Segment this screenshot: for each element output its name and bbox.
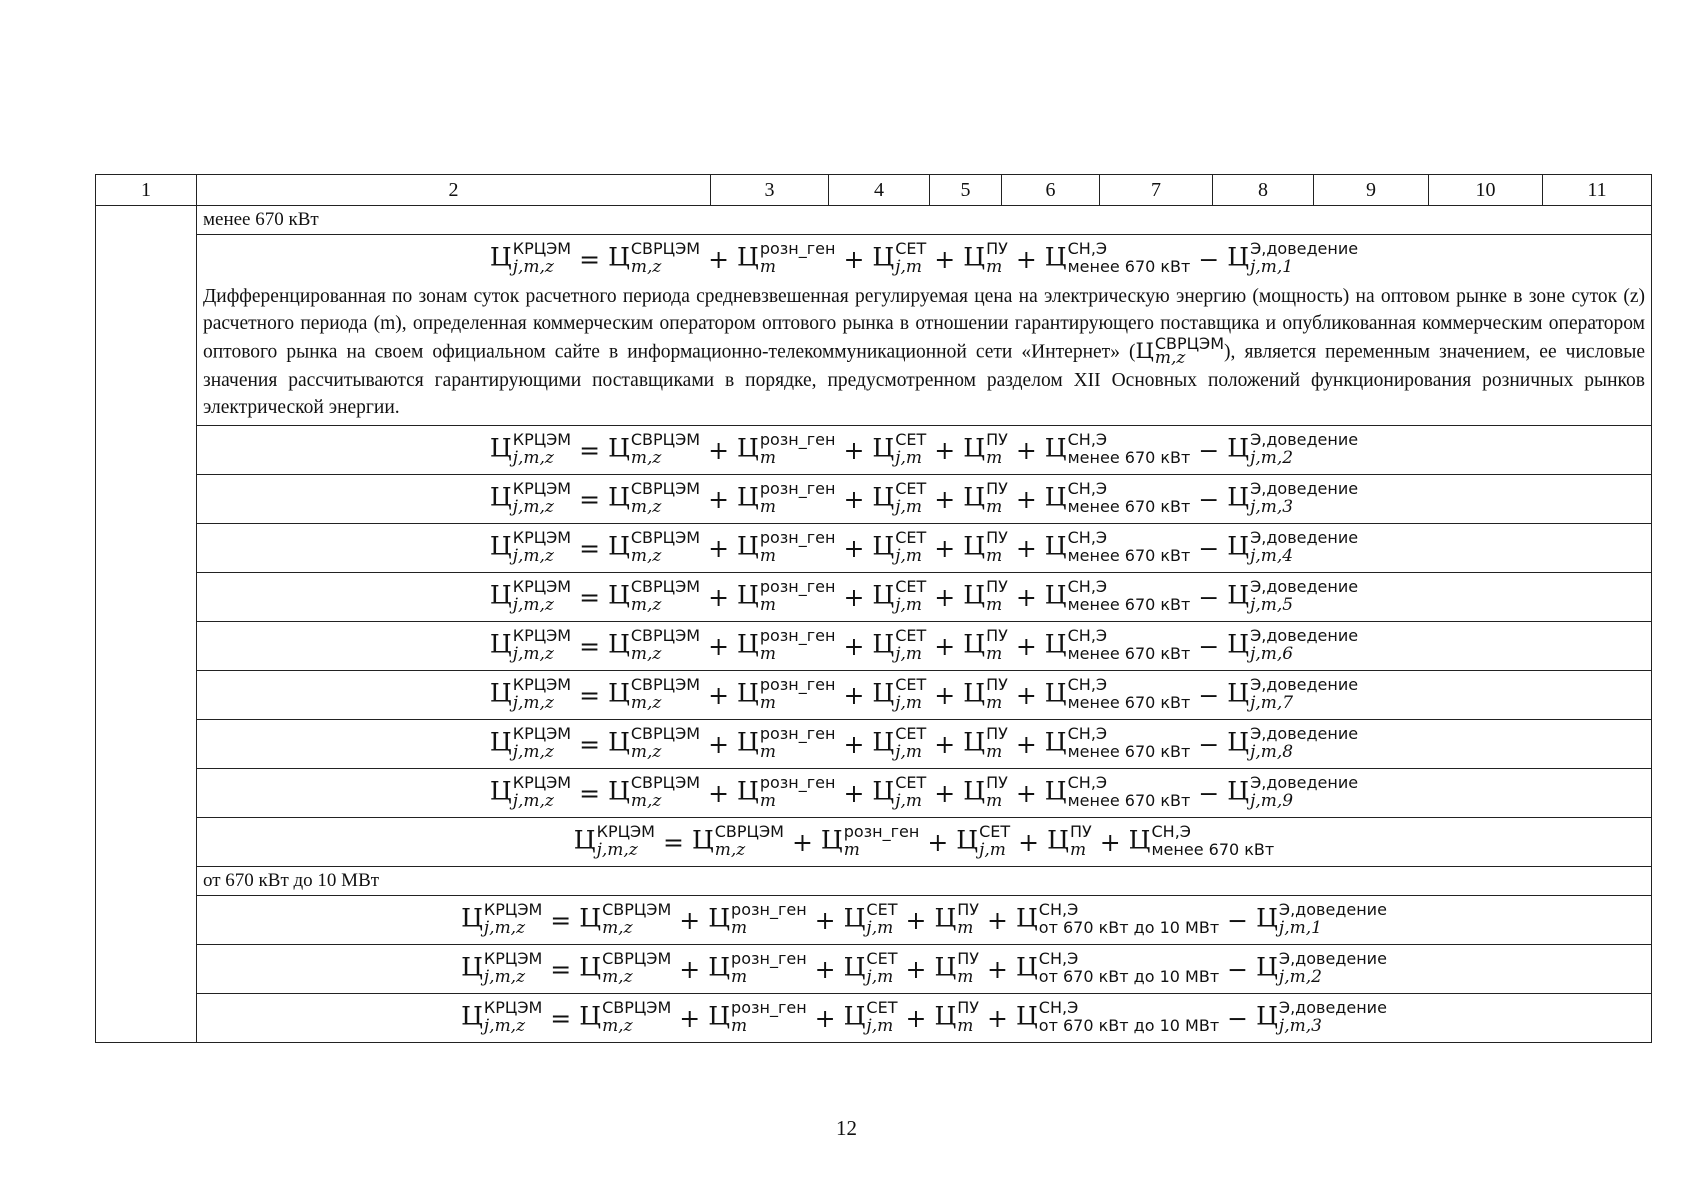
krcem-price-term: Ц КРЦЭМ j,m,z: [489, 675, 572, 713]
price-formula: Ц КРЦЭМ j,m,z = Ц СВРЦЭМ m,z + Ц розн_ген m + Ц СЕТ j,m + Ц ПУ m + Ц СН,Э менее 670 кВт − Ц Э,доведение j,m,7: [489, 675, 1359, 713]
krcem-price-term: Ц КРЦЭМ j,m,z: [461, 949, 543, 987]
column-number: 11: [1543, 175, 1652, 206]
dovedenie-term: Ц Э,доведение j,m,1: [1227, 239, 1359, 277]
pu-term: Ц ПУ m: [934, 949, 980, 987]
pu-term: Ц ПУ m: [963, 626, 1008, 664]
price-formula: Ц КРЦЭМ j,m,z = Ц СВРЦЭМ m,z + Ц розн_ген m + Ц СЕТ j,m + Ц ПУ m + Ц СН,Э от 670 кВт до 10 МВт − Ц Э,доведение j,m,2: [461, 949, 1387, 987]
network-term: Ц СЕТ j,m: [872, 430, 927, 468]
svrcem-price-term: Ц СВРЦЭМ m,z: [608, 626, 701, 664]
svrcem-price-term: Ц СВРЦЭМ m,z: [608, 773, 701, 811]
network-term: Ц СЕТ j,m: [872, 675, 927, 713]
svrcem-price-term: Ц СВРЦЭМ m,z: [579, 998, 672, 1036]
price-formula: Ц КРЦЭМ j,m,z = Ц СВРЦЭМ m,z + Ц розн_ген m + Ц СЕТ j,m + Ц ПУ m + Ц СН,Э менее 670 кВт − Ц Э,доведение j,m,4: [489, 528, 1359, 566]
rozn-gen-term: Ц розн_ген m: [737, 626, 836, 664]
sales-markup-term: Ц СН,Э менее 670 кВт: [1044, 430, 1191, 467]
formula-cell: [197, 720, 1652, 769]
pu-term: Ц ПУ m: [963, 239, 1008, 277]
dovedenie-term: Ц Э,доведение j,m,1: [1256, 900, 1387, 938]
krcem-price-term: Ц КРЦЭМ j,m,z: [489, 773, 572, 811]
column-number: 5: [930, 175, 1002, 206]
formula-row: [96, 524, 1652, 573]
formula-row: [96, 818, 1652, 867]
page-number: 12: [836, 1116, 857, 1140]
svrcem-price-term: Ц СВРЦЭМ m,z: [608, 724, 701, 762]
pu-term: Ц ПУ m: [963, 773, 1008, 811]
network-term: Ц СЕТ j,m: [872, 724, 927, 762]
dovedenie-term: Ц Э,доведение j,m,6: [1227, 626, 1359, 664]
formula-row: [96, 426, 1652, 475]
svrcem-price-term: Ц СВРЦЭМ m,z: [608, 675, 701, 713]
network-term: Ц СЕТ j,m: [956, 822, 1011, 860]
sales-markup-term: Ц СН,Э менее 670 кВт: [1044, 528, 1191, 565]
svrcem-inline-symbol: Ц СВРЦЭМ m,z: [1135, 334, 1225, 368]
column-number: 9: [1314, 175, 1429, 206]
sales-markup-term: Ц СН,Э менее 670 кВт: [1044, 675, 1191, 712]
sales-markup-term: Ц СН,Э менее 670 кВт: [1044, 626, 1191, 663]
dovedenie-term: Ц Э,доведение j,m,4: [1227, 528, 1359, 566]
formula-cell: [197, 426, 1652, 475]
price-formula: Ц КРЦЭМ j,m,z = Ц СВРЦЭМ m,z + Ц розн_ген m + Ц СЕТ j,m + Ц ПУ m + Ц СН,Э от 670 кВт до 10 МВт − Ц Э,доведение j,m,1: [461, 900, 1387, 938]
sales-markup-term: Ц СН,Э менее 670 кВт: [1044, 577, 1191, 614]
rozn-gen-term: Ц розн_ген m: [708, 900, 807, 938]
formula-cell: [197, 622, 1652, 671]
column-number: 7: [1100, 175, 1213, 206]
sales-markup-term: Ц СН,Э менее 670 кВт: [1044, 239, 1191, 276]
formula-row: [96, 994, 1652, 1043]
krcem-price-term: Ц КРЦЭМ j,m,z: [461, 998, 543, 1036]
pu-term: Ц ПУ m: [934, 998, 980, 1036]
dovedenie-term: Ц Э,доведение j,m,3: [1256, 998, 1387, 1036]
sales-markup-term: Ц СН,Э менее 670 кВт: [1128, 822, 1275, 859]
price-formula: Ц КРЦЭМ j,m,z = Ц СВРЦЭМ m,z + Ц розн_ген m + Ц СЕТ j,m + Ц ПУ m + Ц СН,Э менее 670 кВт − Ц Э,доведение j,m,6: [489, 626, 1359, 664]
krcem-price-term: Ц КРЦЭМ j,m,z: [489, 577, 572, 615]
dovedenie-term: Ц Э,доведение j,m,8: [1227, 724, 1359, 762]
svrcem-price-term: Ц СВРЦЭМ m,z: [608, 239, 701, 277]
network-term: Ц СЕТ j,m: [872, 773, 927, 811]
sales-markup-term: Ц СН,Э менее 670 кВт: [1044, 773, 1191, 810]
price-formula: Ц КРЦЭМ j,m,z = Ц СВРЦЭМ m,z + Ц розн_ген m + Ц СЕТ j,m + Ц ПУ m + Ц СН,Э менее 670 кВт − Ц Э,доведение j,m,3: [489, 479, 1359, 517]
formula-row: [96, 622, 1652, 671]
krcem-price-term: Ц КРЦЭМ j,m,z: [489, 239, 572, 277]
pu-term: Ц ПУ m: [963, 577, 1008, 615]
pu-term: Ц ПУ m: [963, 479, 1008, 517]
column-number: 8: [1213, 175, 1314, 206]
svrcem-price-term: Ц СВРЦЭМ m,z: [608, 577, 701, 615]
formula-cell: [197, 524, 1652, 573]
svrcem-price-term: Ц СВРЦЭМ m,z: [579, 949, 672, 987]
dovedenie-term: Ц Э,доведение j,m,7: [1227, 675, 1359, 713]
column-number: 2: [197, 175, 711, 206]
formula-cell: [197, 671, 1652, 720]
network-term: Ц СЕТ j,m: [843, 998, 898, 1036]
rozn-gen-term: Ц розн_ген m: [708, 998, 807, 1036]
pu-term: Ц ПУ m: [963, 724, 1008, 762]
dovedenie-term: Ц Э,доведение j,m,2: [1227, 430, 1359, 468]
formula-row: [96, 945, 1652, 994]
network-term: Ц СЕТ j,m: [872, 626, 927, 664]
network-term: Ц СЕТ j,m: [872, 479, 927, 517]
sales-markup-term: Ц СН,Э от 670 кВт до 10 МВт: [1015, 998, 1220, 1035]
formula-with-description: [197, 235, 1652, 426]
rozn-gen-term: Ц розн_ген m: [737, 773, 836, 811]
rozn-gen-term: Ц розн_ген m: [820, 822, 920, 860]
formula-cell: [197, 769, 1652, 818]
krcem-price-term: Ц КРЦЭМ j,m,z: [573, 822, 655, 860]
formula-cell: [197, 945, 1652, 994]
tariff-table: [95, 174, 1652, 1043]
dovedenie-term: Ц Э,доведение j,m,9: [1227, 773, 1359, 811]
sales-markup-term: Ц СН,Э от 670 кВт до 10 МВт: [1015, 900, 1220, 937]
section-label-row: [96, 206, 1652, 235]
price-formula: Ц КРЦЭМ j,m,z = Ц СВРЦЭМ m,z + Ц розн_ген m + Ц СЕТ j,m + Ц ПУ m + Ц СН,Э менее 670 кВт − Ц Э,доведение j,m,9: [489, 773, 1359, 811]
formula-row: [96, 573, 1652, 622]
column-number: 4: [829, 175, 930, 206]
price-formula: Ц КРЦЭМ j,m,z = Ц СВРЦЭМ m,z + Ц розн_ген m + Ц СЕТ j,m + Ц ПУ m + Ц СН,Э менее 670 кВт − Ц Э,доведение j,m,8: [489, 724, 1359, 762]
column-1-cell: [96, 206, 197, 1043]
formula-row: [96, 720, 1652, 769]
rozn-gen-term: Ц розн_ген m: [737, 430, 836, 468]
network-term: Ц СЕТ j,m: [843, 949, 898, 987]
network-term: Ц СЕТ j,m: [872, 528, 927, 566]
krcem-price-term: Ц КРЦЭМ j,m,z: [489, 479, 572, 517]
sales-markup-term: Ц СН,Э менее 670 кВт: [1044, 479, 1191, 516]
krcem-price-term: Ц КРЦЭМ j,m,z: [489, 724, 572, 762]
formula-cell: [197, 896, 1652, 945]
column-number: 3: [711, 175, 829, 206]
column-number: 1: [96, 175, 197, 206]
sales-markup-term: Ц СН,Э менее 670 кВт: [1044, 724, 1191, 761]
rozn-gen-term: Ц розн_ген m: [737, 239, 836, 277]
rozn-gen-term: Ц розн_ген m: [737, 577, 836, 615]
pu-term: Ц ПУ m: [963, 675, 1008, 713]
svrcem-price-term: Ц СВРЦЭМ m,z: [608, 479, 701, 517]
section-label: менее 670 кВт: [197, 206, 1652, 235]
pu-term: Ц ПУ m: [934, 900, 980, 938]
svrcem-price-term: Ц СВРЦЭМ m,z: [608, 528, 701, 566]
price-formula: Ц КРЦЭМ j,m,z = Ц СВРЦЭМ m,z + Ц розн_ген m + Ц СЕТ j,m + Ц ПУ m + Ц СН,Э менее 670 кВт − Ц Э,доведение j,m,2: [489, 430, 1359, 468]
column-number: 10: [1429, 175, 1543, 206]
rozn-gen-term: Ц розн_ген m: [737, 479, 836, 517]
krcem-price-term: Ц КРЦЭМ j,m,z: [489, 430, 572, 468]
krcem-price-term: Ц КРЦЭМ j,m,z: [489, 528, 572, 566]
formula-row: [96, 769, 1652, 818]
price-formula: Ц КРЦЭМ j,m,z = Ц СВРЦЭМ m,z + Ц розн_ген m + Ц СЕТ j,m + Ц ПУ m + Ц СН,Э от 670 кВт до 10 МВт − Ц Э,доведение j,m,3: [461, 998, 1387, 1036]
price-formula: Ц КРЦЭМ j,m,z = Ц СВРЦЭМ m,z + Ц розн_ген m + Ц СЕТ j,m + Ц ПУ m + Ц СН,Э менее 670 кВт − Ц Э,доведение j,m,1: [489, 239, 1359, 277]
formula-cell: [197, 818, 1652, 867]
rozn-gen-term: Ц розн_ген m: [737, 675, 836, 713]
pu-term: Ц ПУ m: [1047, 822, 1092, 860]
section-label-row: [96, 867, 1652, 896]
krcem-price-term: Ц КРЦЭМ j,m,z: [461, 900, 543, 938]
rozn-gen-term: Ц розн_ген m: [708, 949, 807, 987]
dovedenie-term: Ц Э,доведение j,m,3: [1227, 479, 1359, 517]
formula-row: [96, 235, 1652, 426]
network-term: Ц СЕТ j,m: [843, 900, 898, 938]
column-number: 6: [1002, 175, 1100, 206]
section-label: от 670 кВт до 10 МВт: [197, 867, 1652, 896]
formula-cell: [197, 475, 1652, 524]
svrcem-price-term: Ц СВРЦЭМ m,z: [691, 822, 784, 860]
svrcem-price-term: Ц СВРЦЭМ m,z: [608, 430, 701, 468]
formula-row: [96, 671, 1652, 720]
network-term: Ц СЕТ j,m: [872, 577, 927, 615]
formula-row: [96, 896, 1652, 945]
krcem-price-term: Ц КРЦЭМ j,m,z: [489, 626, 572, 664]
sales-markup-term: Ц СН,Э от 670 кВт до 10 МВт: [1015, 949, 1220, 986]
pu-term: Ц ПУ m: [963, 430, 1008, 468]
formula-cell: [197, 994, 1652, 1043]
rozn-gen-term: Ц розн_ген m: [737, 528, 836, 566]
network-term: Ц СЕТ j,m: [872, 239, 927, 277]
price-formula: Ц КРЦЭМ j,m,z = Ц СВРЦЭМ m,z + Ц розн_ген m + Ц СЕТ j,m + Ц ПУ m + Ц СН,Э менее 670 кВт: [573, 822, 1275, 860]
dovedenie-term: Ц Э,доведение j,m,2: [1256, 949, 1387, 987]
definition-paragraph: Дифференцированная по зонам суток расчетного периода средневзвешенная регулируемая цена на электрическую энергию (мощность) на оптовом рынке в зоне суток (z) расчетного периода (m), определенная коммерческим оператором оптового рынка в отношении гарантирующего поставщика и опубликованная коммерческим оператором оптового рынка на своем официальном сайте в информационно-телекоммуникационной сети «Интернет» (Ц СВРЦЭМ m,z ), является переменным значением, ее числовые значения рассчитываются гарантирующими поставщиками в порядке, предусмотренном разделом XII Основных положений функционирования розничных рынков электрической энергии.: [203, 286, 1645, 418]
dovedenie-term: Ц Э,доведение j,m,5: [1227, 577, 1359, 615]
formula-row: [96, 475, 1652, 524]
pu-term: Ц ПУ m: [963, 528, 1008, 566]
rozn-gen-term: Ц розн_ген m: [737, 724, 836, 762]
svrcem-price-term: Ц СВРЦЭМ m,z: [579, 900, 672, 938]
price-formula: Ц КРЦЭМ j,m,z = Ц СВРЦЭМ m,z + Ц розн_ген m + Ц СЕТ j,m + Ц ПУ m + Ц СН,Э менее 670 кВт − Ц Э,доведение j,m,5: [489, 577, 1359, 615]
formula-cell: [197, 573, 1652, 622]
table-header-row: [96, 175, 1652, 206]
